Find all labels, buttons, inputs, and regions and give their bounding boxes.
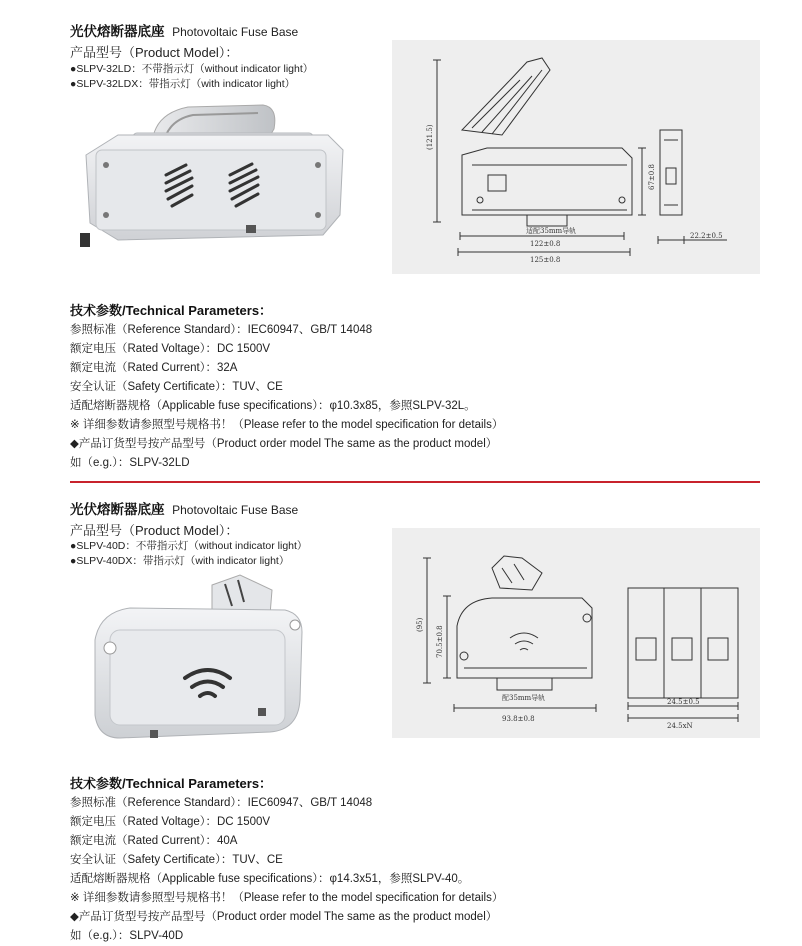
param-line: 额定电压（Rated Voltage）：DC 1500V — [70, 816, 271, 828]
param-line: 适配熔断器规格（Applicable fuse specifications）：φ10.3x85，参照SLPV-32L。 — [70, 400, 476, 412]
param-line: 如（e.g.）：SLPV-40D — [70, 930, 184, 942]
drawing-right-height-label: 67±0.8 — [648, 164, 656, 190]
param-line: 安全认证（Safety Certificate）：TUV、CE — [70, 854, 283, 866]
model-item: ●SLPV-40DX：带指示灯（with indicator light） — [70, 555, 290, 567]
drawing-side-width: 22.2±0.5 — [690, 232, 723, 240]
param-line: ※ 详细参数请参照型号规格书！（Please refer to the model specification for details） — [70, 892, 504, 904]
section-title — [70, 20, 298, 40]
drawing-height-label: (121.5) — [426, 124, 434, 150]
fuse-base-illustration — [78, 95, 350, 255]
drawing-inner-height-label: 70.5±0.8 — [436, 625, 444, 658]
drawing-height-label: (95) — [416, 617, 424, 632]
product-photo-32ld — [78, 95, 350, 255]
params-title: 技术参数/Technical Parameters： — [70, 303, 273, 318]
drawing-side-width-n: 24.5xN — [667, 722, 693, 730]
section-divider — [70, 481, 760, 483]
params-title: 技术参数/Technical Parameters： — [70, 776, 273, 791]
param-line: ◆产品订货型号按产品型号（Product order model The same as the product model） — [70, 911, 498, 923]
fuse-base-illustration — [90, 570, 310, 745]
param-line: 参照标准（Reference Standard）：IEC60947、GB/T 14048 — [70, 797, 373, 809]
model-heading: 产品型号（Product Model）： — [70, 45, 239, 60]
param-line: 额定电流（Rated Current）：40A — [70, 835, 238, 847]
title-chinese: 光伏熔断器底座 — [70, 502, 165, 517]
drawing-width-inner: 122±0.8 — [530, 240, 561, 248]
param-line: 参照标准（Reference Standard）：IEC60947、GB/T 14048 — [70, 324, 373, 336]
param-line: 适配熔断器规格（Applicable fuse specifications）：φ14.3x51，参照SLPV-40。 — [70, 873, 470, 885]
dimension-drawing — [392, 528, 760, 738]
title-chinese: 光伏熔断器底座 — [70, 24, 165, 39]
drawing-rail-label: 配35mm导轨 — [502, 694, 546, 702]
param-line: 额定电压（Rated Voltage）：DC 1500V — [70, 343, 271, 355]
model-item: ●SLPV-32LDX：带指示灯（with indicator light） — [70, 78, 296, 90]
title-english: Photovoltaic Fuse Base — [172, 25, 299, 39]
model-heading: 产品型号（Product Model）： — [70, 523, 239, 538]
title-english: Photovoltaic Fuse Base — [172, 503, 299, 517]
drawing-side-width: 24.5±0.5 — [667, 698, 700, 706]
drawing-width-outer: 125±0.8 — [530, 256, 561, 264]
drawing-rail-label: 适配35mm导轨 — [526, 227, 577, 235]
model-item: ●SLPV-40D：不带指示灯（without indicator light） — [70, 540, 308, 552]
product-photo-40d — [90, 570, 310, 745]
technical-drawing-40d — [392, 528, 760, 738]
product-section-40d — [0, 490, 802, 946]
param-line: ※ 详细参数请参照型号规格书！（Please refer to the model specification for details） — [70, 419, 504, 431]
model-item: ●SLPV-32LD：不带指示灯（without indicator light） — [70, 63, 314, 75]
drawing-width-label: 93.8±0.8 — [502, 715, 535, 723]
param-line: 安全认证（Safety Certificate）：TUV、CE — [70, 381, 283, 393]
dimension-drawing — [392, 40, 760, 274]
param-line: 如（e.g.）：SLPV-32LD — [70, 457, 190, 469]
param-line: ◆产品订货型号按产品型号（Product order model The same as the product model） — [70, 438, 498, 450]
param-line: 额定电流（Rated Current）：32A — [70, 362, 238, 374]
technical-drawing-32ld — [392, 40, 760, 274]
section-title — [70, 498, 298, 518]
